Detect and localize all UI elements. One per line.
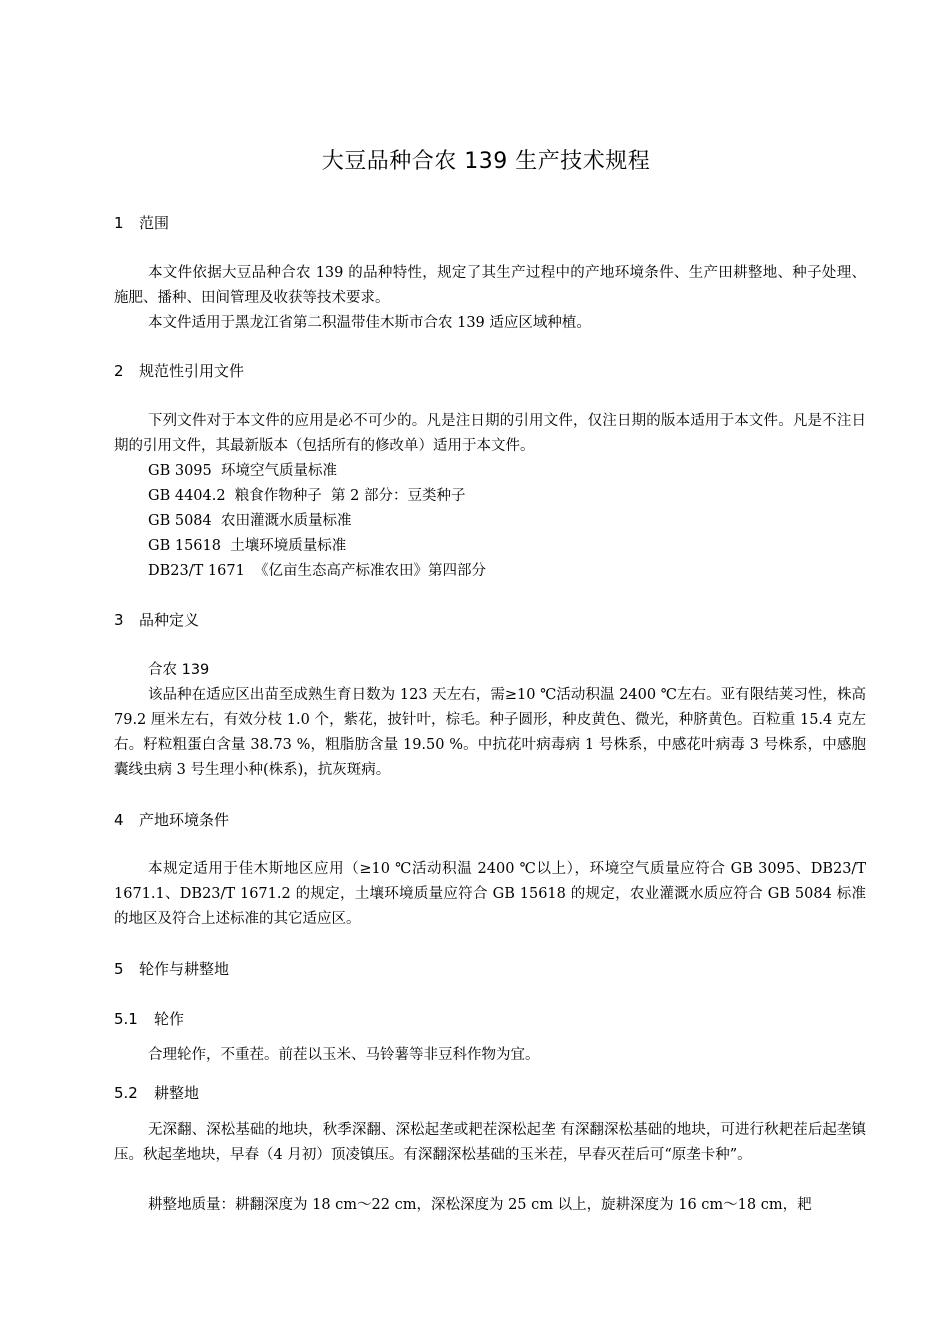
subsection-5-2-paragraph-2: 耕整地质量：耕翻深度为 18 cm～22 cm，深松深度为 25 cm 以上，旋耕深度为 16 cm～18 cm，耙 <box>148 1197 812 1213</box>
subsection-5-2-paragraph-1: 无深翻、深松基础的地块，秋季深翻、深松起垄或耙茬深松起垄 有深翻深松基础的地块，可进行秋耙茬后起垄镇压。秋起垄地块，早春（4 月初）顶凌镇压。有深翻深松基础的玉米茬，早春灭茬后可“原垄卡种”。 <box>114 1122 866 1163</box>
section-1-paragraph-1: 本文件依据大豆品种合农 139 的品种特性，规定了其生产过程中的产地环境条件、生产田耕整地、种子处理、施肥、播种、田间管理及收获等技术要求。 <box>114 265 866 306</box>
subsection-5-1-paragraph: 合理轮作，不重茬。前茬以玉米、马铃薯等非豆科作物为宜。 <box>148 1047 540 1063</box>
section-title: 轮作与耕整地 <box>139 960 230 978</box>
section-1-heading <box>114 213 169 233</box>
section-1-paragraph-2: 本文件适用于黑龙江省第二积温带佳木斯市合农 139 适应区域种植。 <box>148 315 591 331</box>
section-title: 产地环境条件 <box>139 811 230 829</box>
section-2-paragraph-1: 下列文件对于本文件的应用是必不可少的。凡是注日期的引用文件，仅注日期的版本适用于本文件。凡是不注日期的引用文件，其最新版本（包括所有的修改单）适用于本文件。 <box>114 413 866 454</box>
section-title: 规范性引用文件 <box>139 362 245 380</box>
section-3-heading <box>114 610 199 630</box>
reference-item: DB23/T 1671 《亿亩生态高产标准农田》第四部分 <box>148 563 487 579</box>
subsection-title: 轮作 <box>154 1010 185 1028</box>
section-number: 2 <box>114 362 124 380</box>
subsection-title: 耕整地 <box>154 1084 200 1102</box>
subsection-5-1-heading <box>114 1009 184 1029</box>
subsection-number: 5.1 <box>114 1010 138 1028</box>
subsection-5-2-heading <box>114 1083 199 1103</box>
section-5-heading <box>114 959 229 979</box>
reference-item: GB 3095 环境空气质量标准 <box>148 463 337 479</box>
section-title: 范围 <box>139 214 170 232</box>
section-2-heading <box>114 361 244 381</box>
variety-name: 合农 139 <box>148 662 210 678</box>
reference-item: GB 15618 土壤环境质量标准 <box>148 538 347 554</box>
section-title: 品种定义 <box>139 611 200 629</box>
section-number: 4 <box>114 811 124 829</box>
reference-item: GB 4404.2 粮食作物种子 第 2 部分：豆类种子 <box>148 488 466 504</box>
section-4-heading <box>114 810 229 830</box>
section-number: 3 <box>114 611 124 629</box>
section-number: 5 <box>114 960 124 978</box>
section-3-paragraph-1: 该品种在适应区出苗至成熟生育日数为 123 天左右，需≥10 ℃活动积温 2400 ℃左右。亚有限结荚习性，株高 79.2 厘米左右，有效分枝 1.0 个，紫花，披针叶，棕毛。种子圆形，种皮黄色、微光，种脐黄色。百粒重 15.4 克左右。籽粒粗蛋白含量 38.73 %，粗脂肪含量 19.50 %。中抗花叶病毒病 1 号株系，中感花叶病毒 3 号株系，中感胞囊线虫病 3 号生理小种(株系)，抗灰斑病。 <box>114 687 866 778</box>
document-title: 大豆品种合农 139 生产技术规程 <box>321 149 651 174</box>
section-4-paragraph-1: 本规定适用于佳木斯地区应用（≥10 ℃活动积温 2400 ℃以上），环境空气质量应符合 GB 3095、DB23/T 1671.1、DB23/T 1671.2 的规定，土壤环境质量应符合 GB 15618 的规定，农业灌溉水质应符合 GB 5084 标准的地区及符合上述标准的其它适应区。 <box>114 861 866 927</box>
subsection-number: 5.2 <box>114 1084 138 1102</box>
reference-item: GB 5084 农田灌溉水质量标准 <box>148 513 352 529</box>
section-number: 1 <box>114 214 124 232</box>
